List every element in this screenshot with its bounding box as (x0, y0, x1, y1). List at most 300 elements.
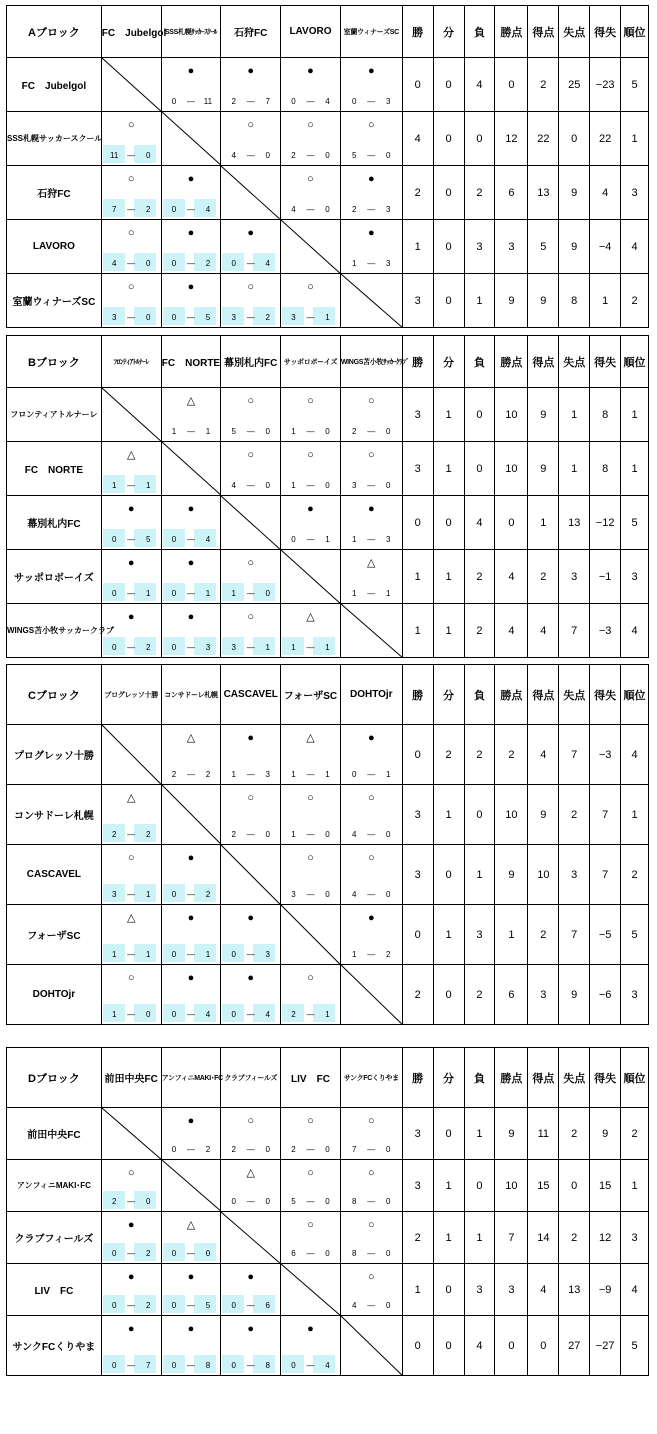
stat-value: 9 (528, 388, 559, 442)
match-result (341, 1264, 402, 1315)
result-mark: ○ (127, 1167, 135, 1179)
stat-value: 0 (495, 496, 528, 550)
score-against: 0 (325, 1249, 330, 1258)
score-for: 3 (291, 890, 296, 899)
stat-value: 1 (621, 388, 649, 442)
result-mark: △ (186, 395, 196, 407)
stat-value: 3 (402, 1108, 433, 1160)
diagonal-cell (221, 1212, 281, 1264)
match-result (102, 166, 161, 219)
stat-value: 15 (590, 1160, 621, 1212)
stat-value: 1 (433, 604, 464, 658)
score-against: 0 (386, 890, 391, 899)
match-result-cell (161, 388, 221, 442)
stat-header: 勝 (402, 6, 433, 58)
match-result-cell (281, 112, 341, 166)
score-for: 0 (171, 1145, 177, 1154)
team-row (7, 112, 649, 166)
score-for: 0 (291, 1361, 296, 1370)
stat-value: 2 (464, 550, 495, 604)
score-dash: — (367, 1249, 376, 1258)
stat-value: 0 (402, 725, 433, 785)
score (102, 950, 161, 959)
result-mark: ○ (307, 395, 314, 407)
score-dash: — (186, 205, 195, 214)
stat-value: 1 (433, 442, 464, 496)
score-for: 3 (352, 481, 357, 490)
stat-header: 勝 (402, 336, 433, 388)
score-against: 5 (145, 535, 151, 544)
stat-value: 22 (590, 112, 621, 166)
stat-value: 0 (559, 1160, 590, 1212)
match-result (102, 604, 161, 657)
diagonal-line (341, 274, 402, 327)
match-result-cell (221, 388, 281, 442)
stat-value: 2 (495, 725, 528, 785)
match-result-cell (340, 1160, 402, 1212)
match-result (102, 442, 161, 495)
result-mark: ● (187, 912, 195, 924)
diagonal-cell (221, 166, 281, 220)
score (341, 890, 402, 899)
match-result-cell (281, 1108, 341, 1160)
score-for: 1 (352, 950, 357, 959)
stat-value: 2 (464, 725, 495, 785)
stat-value: 10 (495, 388, 528, 442)
opponent-header: アンフィニMAKI･FC (161, 1048, 221, 1108)
stat-value: 5 (621, 496, 649, 550)
result-mark: ● (187, 1115, 195, 1127)
score (341, 1145, 402, 1154)
score-against: 4 (265, 259, 270, 268)
score-for: 0 (171, 1010, 177, 1019)
match-result (341, 845, 402, 904)
score-against: 2 (265, 313, 270, 322)
standings-table (6, 335, 649, 658)
score-dash: — (127, 313, 136, 322)
diagonal-line (162, 442, 221, 495)
result-mark: ○ (247, 119, 255, 131)
diagonal-line (281, 220, 340, 273)
stat-value: 4 (621, 604, 649, 658)
diagonal-cell (161, 785, 221, 845)
score-for: 6 (291, 1249, 296, 1258)
score-for: 5 (231, 427, 236, 436)
score-dash: — (186, 1301, 195, 1310)
score-against: 2 (205, 890, 211, 899)
match-result-cell (340, 1264, 402, 1316)
score-against: 1 (325, 313, 330, 322)
score-for: 0 (171, 259, 177, 268)
team-row (7, 1160, 649, 1212)
score-against: 1 (205, 950, 211, 959)
standings-table (6, 5, 649, 328)
score (281, 535, 340, 544)
team-name: 幕別札内FC (7, 496, 102, 550)
diagonal-line (162, 112, 221, 165)
team-row (7, 550, 649, 604)
score (102, 643, 161, 652)
result-mark: ● (187, 173, 195, 185)
result-mark: ● (367, 227, 375, 239)
match-result-cell (281, 785, 341, 845)
score-against: 3 (386, 535, 391, 544)
stat-value: 3 (621, 965, 649, 1025)
score (102, 589, 161, 598)
score-dash: — (306, 535, 315, 544)
match-result-cell (101, 496, 161, 550)
result-mark: ○ (307, 1115, 314, 1127)
score-for: 0 (231, 1197, 236, 1206)
stat-value: 0 (433, 1108, 464, 1160)
match-result-cell (101, 604, 161, 658)
match-result (162, 220, 221, 273)
result-mark: ● (307, 503, 314, 515)
score-for: 5 (291, 1197, 296, 1206)
score-dash: — (186, 770, 195, 779)
match-result-cell (161, 550, 221, 604)
opponent-header: 幕別札内FC (221, 336, 281, 388)
result-mark: ● (187, 1271, 195, 1283)
match-result-cell (101, 905, 161, 965)
score-dash: — (306, 427, 315, 436)
diagonal-line (281, 905, 340, 964)
score (162, 1145, 221, 1154)
score-against: 0 (386, 1249, 391, 1258)
score (341, 481, 402, 490)
score (221, 427, 280, 436)
result-mark: ○ (127, 852, 135, 864)
diagonal-cell (281, 905, 341, 965)
team-name: クラブフィールズ (7, 1212, 102, 1264)
score (102, 1197, 161, 1206)
score-dash: — (186, 890, 195, 899)
score-against: 3 (265, 950, 270, 959)
stat-value: 1 (559, 388, 590, 442)
match-result-cell (161, 604, 221, 658)
score-dash: — (246, 259, 255, 268)
score-dash: — (186, 313, 195, 322)
score-dash: — (367, 830, 376, 839)
match-result (281, 166, 340, 219)
match-result (102, 220, 161, 273)
team-row (7, 1316, 649, 1376)
score-for: 0 (231, 1301, 236, 1310)
score-dash: — (246, 1361, 255, 1370)
result-mark: ○ (307, 119, 314, 131)
score-dash: — (306, 1197, 315, 1206)
score-against: 0 (205, 1249, 211, 1258)
score (341, 950, 402, 959)
match-result-cell (340, 845, 402, 905)
score-against: 4 (265, 1010, 270, 1019)
match-result (281, 1160, 340, 1211)
stat-value: 5 (621, 905, 649, 965)
score (281, 890, 340, 899)
score-for: 1 (231, 589, 236, 598)
diagonal-line (162, 785, 221, 844)
score-for: 0 (171, 950, 177, 959)
stat-header: 勝点 (495, 1048, 528, 1108)
match-result (162, 965, 221, 1024)
stat-value: 7 (559, 604, 590, 658)
result-mark: ○ (307, 173, 314, 185)
stat-value: 1 (402, 220, 433, 274)
result-mark: △ (186, 1219, 196, 1231)
stat-value: 2 (559, 785, 590, 845)
block-3 (6, 1047, 649, 1376)
score-against: 0 (386, 1145, 391, 1154)
score (281, 313, 340, 322)
score (341, 151, 402, 160)
stat-value: 0 (464, 785, 495, 845)
score-for: 0 (171, 589, 177, 598)
score-for: 0 (111, 1361, 117, 1370)
score-for: 2 (171, 770, 177, 779)
score-for: 4 (231, 481, 236, 490)
team-row (7, 845, 649, 905)
diagonal-cell (101, 58, 161, 112)
stat-value: 0 (464, 112, 495, 166)
team-row (7, 58, 649, 112)
team-row (7, 388, 649, 442)
match-result (102, 496, 161, 549)
opponent-header: CASCAVEL (221, 665, 281, 725)
match-result (341, 1212, 402, 1263)
match-result-cell (281, 166, 341, 220)
score-for: 3 (111, 313, 117, 322)
score (281, 481, 340, 490)
score-for: 0 (231, 259, 236, 268)
score-dash: — (246, 830, 255, 839)
opponent-header: クラブフィールズ (221, 1048, 281, 1108)
match-result-cell (101, 166, 161, 220)
match-result-cell (340, 1108, 402, 1160)
team-name: FC Jubelgol (7, 58, 102, 112)
stat-value: 22 (528, 112, 559, 166)
match-result-cell (161, 965, 221, 1025)
score-for: 4 (352, 830, 357, 839)
score-against: 1 (205, 589, 211, 598)
diagonal-line (341, 604, 402, 657)
score-dash: — (246, 589, 255, 598)
score (221, 830, 280, 839)
diagonal-cell (340, 274, 402, 328)
score (162, 259, 221, 268)
score-for: 2 (291, 151, 296, 160)
stat-value: 1 (433, 550, 464, 604)
stat-value: −12 (590, 496, 621, 550)
score-for: 0 (231, 1361, 236, 1370)
match-result-cell (161, 905, 221, 965)
diagonal-cell (281, 220, 341, 274)
match-result-cell (161, 1212, 221, 1264)
score-dash: — (367, 535, 376, 544)
match-result-cell (340, 725, 402, 785)
stat-header: 負 (464, 665, 495, 725)
match-result (221, 274, 280, 327)
stat-value: 4 (528, 604, 559, 658)
stat-value: 1 (402, 1264, 433, 1316)
match-result-cell (340, 220, 402, 274)
match-result (281, 274, 340, 327)
score-for: 0 (171, 890, 177, 899)
match-result (281, 604, 340, 657)
stat-header: 順位 (621, 665, 649, 725)
score-for: 0 (111, 535, 117, 544)
score-for: 2 (291, 1010, 296, 1019)
header-row (7, 6, 649, 58)
match-result-cell (161, 166, 221, 220)
diagonal-line (281, 550, 340, 603)
result-mark: ○ (367, 1219, 375, 1231)
stat-header: 勝点 (495, 665, 528, 725)
match-result-cell (340, 388, 402, 442)
stat-value: 1 (590, 274, 621, 328)
score-dash: — (246, 643, 255, 652)
score-for: 8 (352, 1197, 357, 1206)
score-dash: — (306, 830, 315, 839)
stat-header: 得失 (590, 1048, 621, 1108)
score-for: 0 (111, 589, 117, 598)
opponent-header: WINGS苫小牧ｻｯｶｰｸﾗﾌﾞ (340, 336, 402, 388)
score-against: 0 (145, 1010, 151, 1019)
score-dash: — (306, 770, 315, 779)
match-result-cell (281, 58, 341, 112)
stat-value: 2 (402, 965, 433, 1025)
match-result (221, 1108, 280, 1159)
result-mark: ○ (307, 1219, 314, 1231)
score-against: 0 (325, 890, 330, 899)
stat-value: 0 (433, 166, 464, 220)
stat-header: 順位 (621, 1048, 649, 1108)
score-against: 8 (265, 1361, 270, 1370)
match-result-cell (340, 166, 402, 220)
score-for: 0 (111, 1249, 117, 1258)
score-dash: — (367, 481, 376, 490)
diagonal-line (102, 725, 161, 784)
score-for: 0 (291, 535, 296, 544)
score (281, 1361, 340, 1370)
match-result (162, 1316, 221, 1375)
stat-header: 負 (464, 1048, 495, 1108)
diagonal-line (102, 58, 161, 111)
match-result (221, 58, 280, 111)
stat-value: 0 (464, 1160, 495, 1212)
score-for: 2 (231, 97, 236, 106)
result-mark: ● (187, 611, 195, 623)
team-name: 石狩FC (7, 166, 102, 220)
match-result-cell (221, 1160, 281, 1212)
score (102, 259, 161, 268)
score (221, 259, 280, 268)
result-mark: △ (186, 732, 196, 744)
stat-value: 0 (528, 1316, 559, 1376)
opponent-header: サンクFCくりやま (340, 1048, 402, 1108)
match-result (221, 965, 280, 1024)
stat-value: 5 (621, 58, 649, 112)
opponent-header: FC Jubelgol (101, 6, 161, 58)
score-against: 7 (145, 1361, 151, 1370)
stat-value: 9 (528, 785, 559, 845)
score-against: 4 (325, 1361, 330, 1370)
score-dash: — (186, 643, 195, 652)
match-result-cell (281, 1316, 341, 1376)
team-name: 室蘭ウィナーズSC (7, 274, 102, 328)
diagonal-cell (101, 1108, 161, 1160)
stat-value: 7 (559, 905, 590, 965)
score-dash: — (186, 1361, 195, 1370)
score-against: 1 (145, 890, 151, 899)
match-result-cell (221, 58, 281, 112)
score-dash: — (246, 1145, 255, 1154)
stat-value: 9 (495, 1108, 528, 1160)
score-against: 8 (205, 1361, 211, 1370)
score-dash: — (246, 427, 255, 436)
score (341, 97, 402, 106)
stat-value: 0 (495, 1316, 528, 1376)
stat-header: 分 (433, 1048, 464, 1108)
match-result (341, 166, 402, 219)
stat-header: 勝点 (495, 336, 528, 388)
score-for: 0 (231, 950, 236, 959)
match-result (162, 905, 221, 964)
stat-value: −1 (590, 550, 621, 604)
stat-header: 得点 (528, 1048, 559, 1108)
score-against: 3 (386, 259, 391, 268)
stat-value: 9 (528, 274, 559, 328)
score-dash: — (186, 97, 195, 106)
result-mark: ○ (367, 395, 375, 407)
score-dash: — (306, 205, 315, 214)
stat-value: 9 (528, 442, 559, 496)
result-mark: ● (127, 1271, 135, 1283)
result-mark: ● (367, 912, 375, 924)
score (102, 830, 161, 839)
stat-value: 9 (559, 965, 590, 1025)
score-dash: — (127, 890, 136, 899)
stat-value: 0 (402, 496, 433, 550)
stat-value: 3 (402, 1160, 433, 1212)
score-for: 4 (291, 205, 296, 214)
score-dash: — (127, 589, 136, 598)
score (341, 535, 402, 544)
stat-value: 7 (495, 1212, 528, 1264)
match-result-cell (281, 442, 341, 496)
match-result (341, 112, 402, 165)
score-against: 1 (325, 535, 330, 544)
score (341, 205, 402, 214)
score-against: 2 (386, 950, 391, 959)
match-result-cell (101, 1264, 161, 1316)
stat-header: 得点 (528, 665, 559, 725)
stat-header: 得失 (590, 665, 621, 725)
stat-value: 4 (495, 604, 528, 658)
stat-value: 0 (433, 220, 464, 274)
stat-value: 1 (433, 1160, 464, 1212)
match-result (102, 845, 161, 904)
score-for: 3 (231, 313, 236, 322)
score-for: 2 (231, 1145, 236, 1154)
match-result (341, 725, 402, 784)
match-result (221, 220, 280, 273)
score-dash: — (306, 97, 315, 106)
result-mark: ● (187, 281, 195, 293)
score (341, 589, 402, 598)
match-result-cell (101, 845, 161, 905)
stat-value: −27 (590, 1316, 621, 1376)
team-name: サンクFCくりやま (7, 1316, 102, 1376)
